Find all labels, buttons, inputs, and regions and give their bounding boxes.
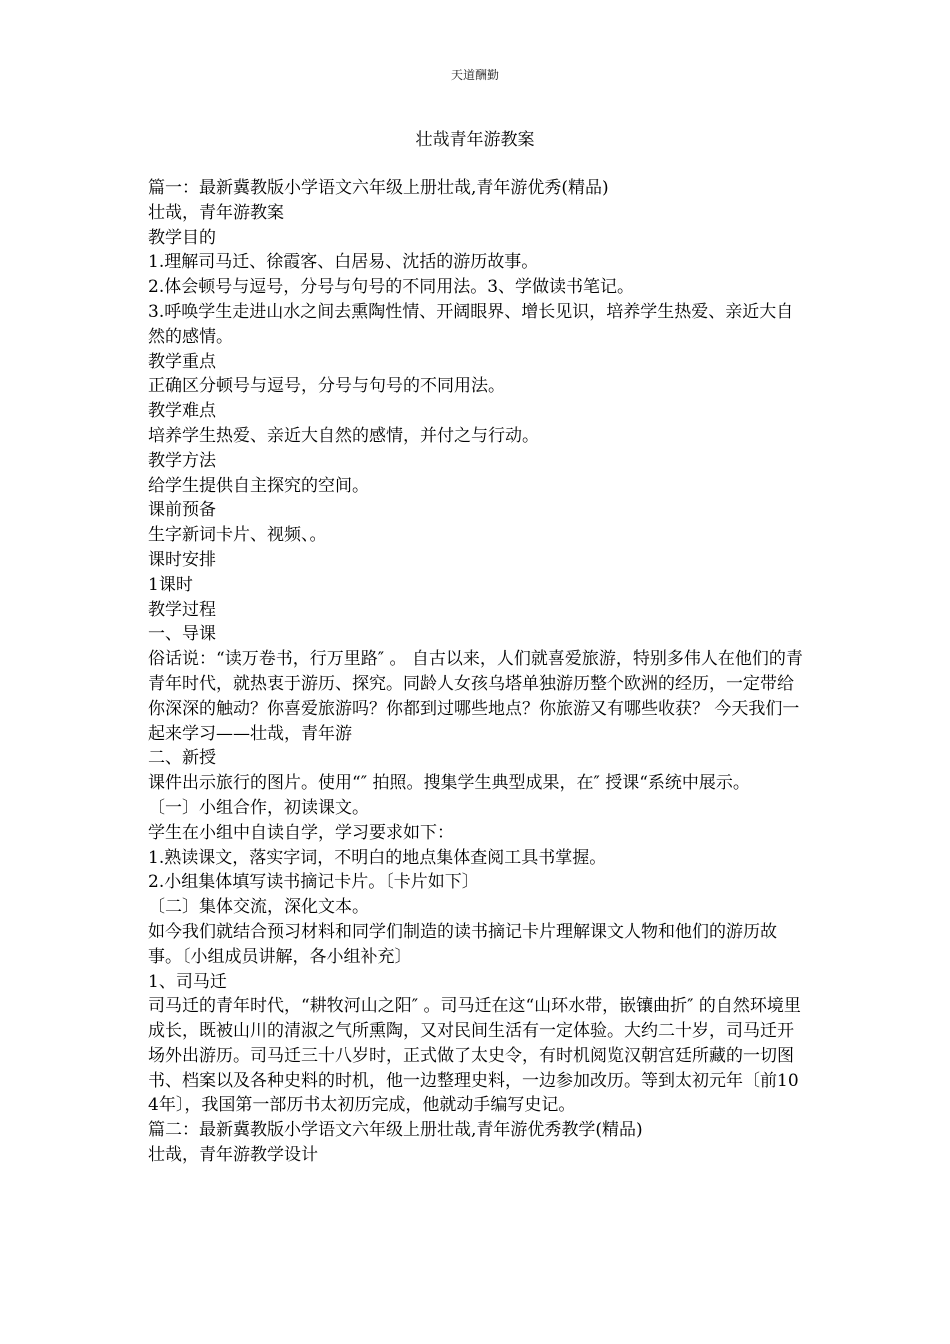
paragraph: 俗话说：“读万卷书，行万里路″ 。 自古以来，人们就喜爱旅游，特别多伟人在他们的青青年时代，就热衷于游历、探究。同龄人女孩乌塔单独游历整个欧洲的经历，一定带给你深深的触动？你喜爱旅游吗？你都到过哪些地点？你旅游又有哪些收获？ 今天我们一起来学习——壮哉，青年游	[148, 649, 803, 744]
paragraph: 篇一：最新冀教版小学语文六年级上册壮哉,青年游优秀(精品)	[148, 178, 609, 198]
paragraph: 3.呼唤学生走进山水之间去熏陶性情、开阔眼界、增长见识，培养学生热爱、亲近大自然的感情。	[148, 301, 794, 347]
paragraph: 课前预备	[148, 500, 216, 521]
paragraph: 1、司马迁	[148, 971, 227, 992]
paragraph: 2.小组集体填写读书摘记卡片。〔卡片如下〕	[148, 872, 479, 893]
paragraph: 一、导课	[148, 624, 216, 645]
paragraph: 教学方法	[148, 450, 216, 471]
paragraph: 教学重点	[148, 351, 216, 372]
document-title: 壮哉青年游教案	[415, 130, 535, 150]
paragraph: 壮哉，青年游教学设计	[148, 1145, 318, 1166]
paragraph: 1.熟读课文，落实字词，不明白的地点集体查阅工具书掌握。	[148, 847, 607, 868]
paragraph: 司马迁的青年时代，“耕牧河山之阳″ 。司马迁在这“山环水带，嵌镶曲折″ 的自然环境里成长，既被山川的清淑之气所熏陶，又对民间生活有一定体验。大约二十岁，司马迁开场外出游历。司马迁三十八岁时，正式做了太史令，有时机阅览汉朝宫廷所藏的一切图书、档案以及各种史料的时机，他一边整理史料，一边参加改历。等到太初元年〔前104年〕，我国第一部历书太初历完成，他就动手编写史记。	[148, 996, 801, 1116]
paragraph: 学生在小组中自读自学，学习要求如下：	[148, 822, 454, 843]
paragraph: 二、新授	[148, 748, 216, 769]
document-body	[148, 176, 808, 1168]
paragraph: 培养学生热爱、亲近大自然的感情，并付之与行动。	[148, 425, 539, 446]
paragraph: 教学目的	[148, 227, 216, 248]
paragraph: 篇二：最新冀教版小学语文六年级上册壮哉,青年游优秀教学(精品)	[148, 1120, 643, 1141]
paragraph: 如今我们就结合预习材料和同学们制造的读书摘记卡片理解课文人物和他们的游历故事。〔小组成员讲解，各小组补充〕	[148, 921, 777, 967]
paragraph: 〔一〕小组合作，初读课文。	[148, 797, 369, 818]
paragraph: 教学过程	[148, 599, 216, 620]
paragraph: 壮哉，青年游教案	[148, 202, 284, 223]
paragraph: 1.理解司马迁、徐霞客、白居易、沈括的游历故事。	[148, 252, 539, 273]
paragraph: 给学生提供自主探究的空间。	[148, 475, 369, 496]
page-header: 天道酬勤	[450, 68, 499, 82]
paragraph: 课时安排	[148, 549, 216, 570]
paragraph: 2.体会顿号与逗号，分号与句号的不同用法。3、学做读书笔记。	[148, 277, 635, 298]
paragraph: 课件出示旅行的图片。使用“″ 拍照。搜集学生典型成果，在″ 授课“系统中展示。	[148, 773, 750, 794]
paragraph: 生字新词卡片、视频、。	[148, 525, 327, 546]
paragraph: 〔二〕集体交流，深化文本。	[148, 897, 369, 918]
paragraph: 教学难点	[148, 401, 216, 422]
paragraph: 1课时	[148, 574, 193, 595]
paragraph: 正确区分顿号与逗号，分号与句号的不同用法。	[148, 376, 505, 397]
